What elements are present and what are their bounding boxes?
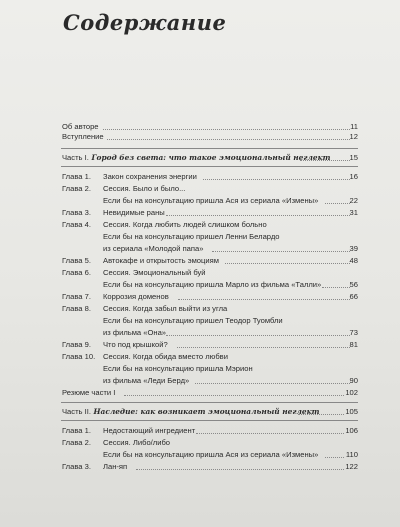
- section-divider: [61, 402, 358, 403]
- toc-entry[interactable]: [0, 303, 400, 315]
- dot-leader: [203, 171, 350, 180]
- toc-entry[interactable]: [0, 339, 400, 351]
- toc-entry-text: Сессия. Эмоциональный буй: [103, 268, 206, 277]
- toc-page-number: 90: [349, 376, 358, 385]
- toc-entry-continuation[interactable]: [0, 363, 400, 375]
- dot-leader: [322, 279, 350, 288]
- toc-entry[interactable]: [0, 171, 400, 183]
- toc-entry-text: Сессия. Было и было...: [103, 184, 186, 193]
- dot-leader: [124, 387, 344, 396]
- toc-chapter-label: Глава 8.: [62, 304, 91, 313]
- toc-chapter-label: Глава 9.: [62, 340, 91, 349]
- toc-entry[interactable]: [0, 267, 400, 279]
- dot-leader: [178, 291, 350, 300]
- toc-entry[interactable]: [0, 255, 400, 267]
- dot-leader: [196, 425, 344, 434]
- toc-entry-text: Недостающий ингредиент: [103, 426, 196, 435]
- toc-entry[interactable]: [0, 351, 400, 363]
- toc-entry-continuation[interactable]: [0, 243, 400, 255]
- toc-entry-text: Если бы на консультацию пришел Ленни Белардо: [103, 232, 280, 241]
- toc-entry[interactable]: [0, 461, 400, 473]
- toc-entry[interactable]: [0, 207, 400, 219]
- toc-entry-text: Если бы на консультацию пришла Ася из сериала «Измены»: [103, 196, 319, 205]
- toc-page-number: 39: [349, 244, 358, 253]
- toc-page-number: 31: [349, 208, 358, 217]
- toc-part-title: Город без света: что такое эмоциональный неглект: [91, 153, 331, 162]
- toc-entry[interactable]: [0, 131, 400, 143]
- toc-page-number: 66: [349, 292, 358, 301]
- dot-leader: [298, 406, 344, 415]
- toc-entry-text: Сессия. Когда забыл выйти из угла: [103, 304, 228, 313]
- toc-entry-text: Резюме части I: [62, 388, 116, 397]
- toc-entry-text: из фильма «Леди Берд»: [103, 376, 190, 385]
- toc-entry-text: из фильма «Она»: [103, 328, 167, 337]
- toc-entry-continuation[interactable]: [0, 279, 400, 291]
- toc-chapter-label: Глава 5.: [62, 256, 91, 265]
- toc-chapter-label: Глава 1.: [62, 426, 91, 435]
- toc-entry[interactable]: [0, 425, 400, 437]
- dot-leader: [225, 255, 350, 264]
- dot-leader: [325, 449, 344, 458]
- toc-entry-text: Об авторе: [62, 122, 99, 131]
- toc-entry-text: Если бы на консультацию пришла Марло из фильма «Талли»: [103, 280, 322, 289]
- toc-entry[interactable]: [0, 183, 400, 195]
- toc-page-number: 16: [349, 172, 358, 181]
- toc-chapter-label: Глава 10.: [62, 352, 96, 361]
- section-divider: [61, 166, 358, 167]
- toc-page-number: 15: [349, 153, 358, 162]
- toc-page-number: 48: [349, 256, 358, 265]
- toc-entry-text: Коррозия доменов: [103, 292, 169, 301]
- toc-entry-continuation[interactable]: [0, 231, 400, 243]
- toc-entry[interactable]: [0, 387, 400, 399]
- toc-entry-text: Закон сохранения энергии: [103, 172, 197, 181]
- toc-chapter-label: Глава 3.: [62, 462, 91, 471]
- dot-leader: [195, 375, 350, 384]
- toc-page-number: 81: [349, 340, 358, 349]
- dot-leader: [300, 152, 350, 161]
- toc-entry-continuation[interactable]: [0, 375, 400, 387]
- toc-entry-text: Вступление: [62, 132, 104, 141]
- dot-leader: [166, 327, 350, 336]
- dot-leader: [166, 207, 350, 216]
- toc-entry-text: Если бы на консультацию пришел Теодор Туомбли: [103, 316, 283, 325]
- toc-part-heading: [62, 406, 319, 418]
- toc-entry-continuation[interactable]: [0, 449, 400, 461]
- toc-page-number: 56: [349, 280, 358, 289]
- toc-part-label: Часть II.: [62, 407, 91, 416]
- toc-part-heading: [62, 152, 330, 164]
- toc-entry-text: Сессия. Когда любить людей слишком больно: [103, 220, 267, 229]
- section-divider: [61, 420, 358, 421]
- toc-part-entry[interactable]: [0, 152, 400, 164]
- toc-page-number: 122: [345, 462, 358, 471]
- dot-leader: [212, 243, 350, 252]
- dot-leader: [177, 339, 350, 348]
- toc-chapter-label: Глава 6.: [62, 268, 91, 277]
- page-title: Содержание: [63, 10, 227, 35]
- toc-entry-text: Сессия. Когда обида вместо любви: [103, 352, 228, 361]
- toc-page-number: 106: [345, 426, 358, 435]
- toc-chapter-label: Глава 3.: [62, 208, 91, 217]
- toc-entry-continuation[interactable]: [0, 195, 400, 207]
- toc-page-number: 110: [345, 450, 358, 459]
- toc-entry-text: Невидимые раны: [103, 208, 165, 217]
- toc-page-number: 105: [345, 407, 358, 416]
- dot-leader: [325, 195, 350, 204]
- toc-chapter-label: Глава 4.: [62, 220, 91, 229]
- toc-chapter-label: Глава 2.: [62, 184, 91, 193]
- toc-entry-text: из сериала «Молодой папа»: [103, 244, 204, 253]
- toc-chapter-label: Глава 7.: [62, 292, 91, 301]
- toc-part-entry[interactable]: [0, 406, 400, 418]
- toc-page-number: 73: [349, 328, 358, 337]
- toc-page-number: 102: [345, 388, 358, 397]
- dot-leader: [103, 121, 350, 130]
- toc-entry-text: Что под крышкой?: [103, 340, 168, 349]
- toc-part-title: Наследие: как возникает эмоциональный неглект: [93, 407, 320, 416]
- toc-entry[interactable]: [0, 219, 400, 231]
- toc-part-label: Часть I.: [62, 153, 89, 162]
- section-divider: [61, 148, 358, 149]
- toc-entry[interactable]: [0, 437, 400, 449]
- toc-chapter-label: Глава 1.: [62, 172, 91, 181]
- toc-entry-text: Если бы на консультацию пришла Ася из сериала «Измены»: [103, 450, 319, 459]
- toc-entry-text: Автокафе и открытость эмоциям: [103, 256, 219, 265]
- dot-leader: [136, 461, 344, 470]
- toc-page-number: 11: [350, 122, 358, 131]
- toc-chapter-label: Глава 2.: [62, 438, 91, 447]
- toc-entry-text: Лан-яп: [103, 462, 128, 471]
- toc-entry-continuation[interactable]: [0, 315, 400, 327]
- dot-leader: [107, 131, 350, 140]
- toc-page-number: 12: [349, 132, 358, 141]
- toc-entry[interactable]: [0, 291, 400, 303]
- toc-page-number: 22: [349, 196, 358, 205]
- toc-entry-continuation[interactable]: [0, 327, 400, 339]
- toc-entry-text: Если бы на консультацию пришла Мэрион: [103, 364, 253, 373]
- toc-entry-text: Сессия. Либо/либо: [103, 438, 171, 447]
